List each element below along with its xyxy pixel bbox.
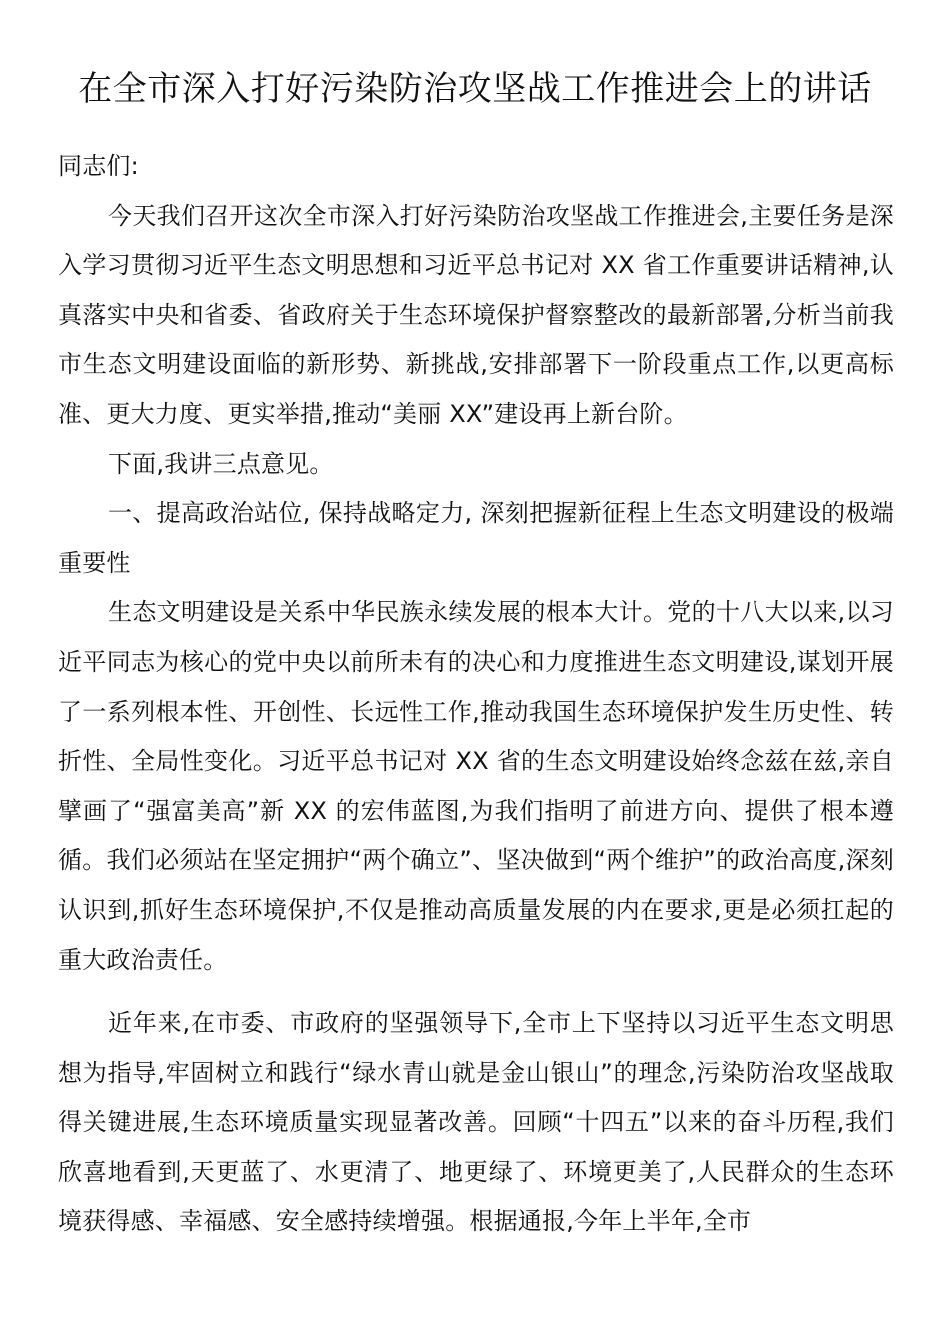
- paragraph-intro: 下面,我讲三点意见。: [108, 449, 334, 478]
- paragraph-opening: 今天我们召开这次全市深入打好污染防治攻坚战工作推进会,主要任务是深入学习贯彻习近平生态文明思想和习近平总书记对 XX 省工作重要讲话精神,认真落实中央和省委、省政府关于生态环境保护督察整改的最新部署,分析当前我市生态文明建设面临的新形势、新挑战,安排部署下一阶段重点工作,以更高标准、更大力度、更实举措,推动“美丽 XX”建设再上新台阶。: [58, 201, 894, 428]
- document-title: 在全市深入打好污染防治攻坚战工作推进会上的讲话: [78, 69, 872, 109]
- document-body: [58, 142, 894, 1247]
- salutation: 同志们:: [58, 152, 139, 180]
- paragraph-body-1: 生态文明建设是关系中华民族永续发展的根本大计。党的十八大以来,以习近平同志为核心的党中央以前所未有的决心和力度推进生态文明建设,谋划开展了一系列根本性、开创性、长远性工作,推动我国生态环境保护发生历史性、转折性、全局性变化。习近平总书记对 XX 省的生态文明建设始终念兹在兹,亲自擘画了“强富美高”新 XX 的宏伟蓝图,为我们指明了前进方向、提供了根本遵循。我们必须站在坚定拥护“两个确立”、坚决做到“两个维护”的政治高度,深刻认识到,抓好生态环境保护,不仅是推动高质量发展的内在要求,更是必须扛起的重大政治责任。: [58, 598, 894, 974]
- paragraph-body-2: 近年来,在市委、市政府的坚强领导下,全市上下坚持以习近平生态文明思想为指导,牢固树立和践行“绿水青山就是金山银山”的理念,污染防治攻坚战取得关键进展,生态环境质量实现显著改善。回顾“十四五”以来的奋斗历程,我们欣喜地看到,天更蓝了、水更清了、地更绿了、环境更美了,人民群众的生态环境获得感、幸福感、安全感持续增强。根据通报,今年上半年,全市: [58, 1009, 894, 1236]
- section-heading-1: 一、提高政治站位, 保持战略定力, 深刻把握新征程上生态文明建设的极端重要性: [58, 499, 894, 577]
